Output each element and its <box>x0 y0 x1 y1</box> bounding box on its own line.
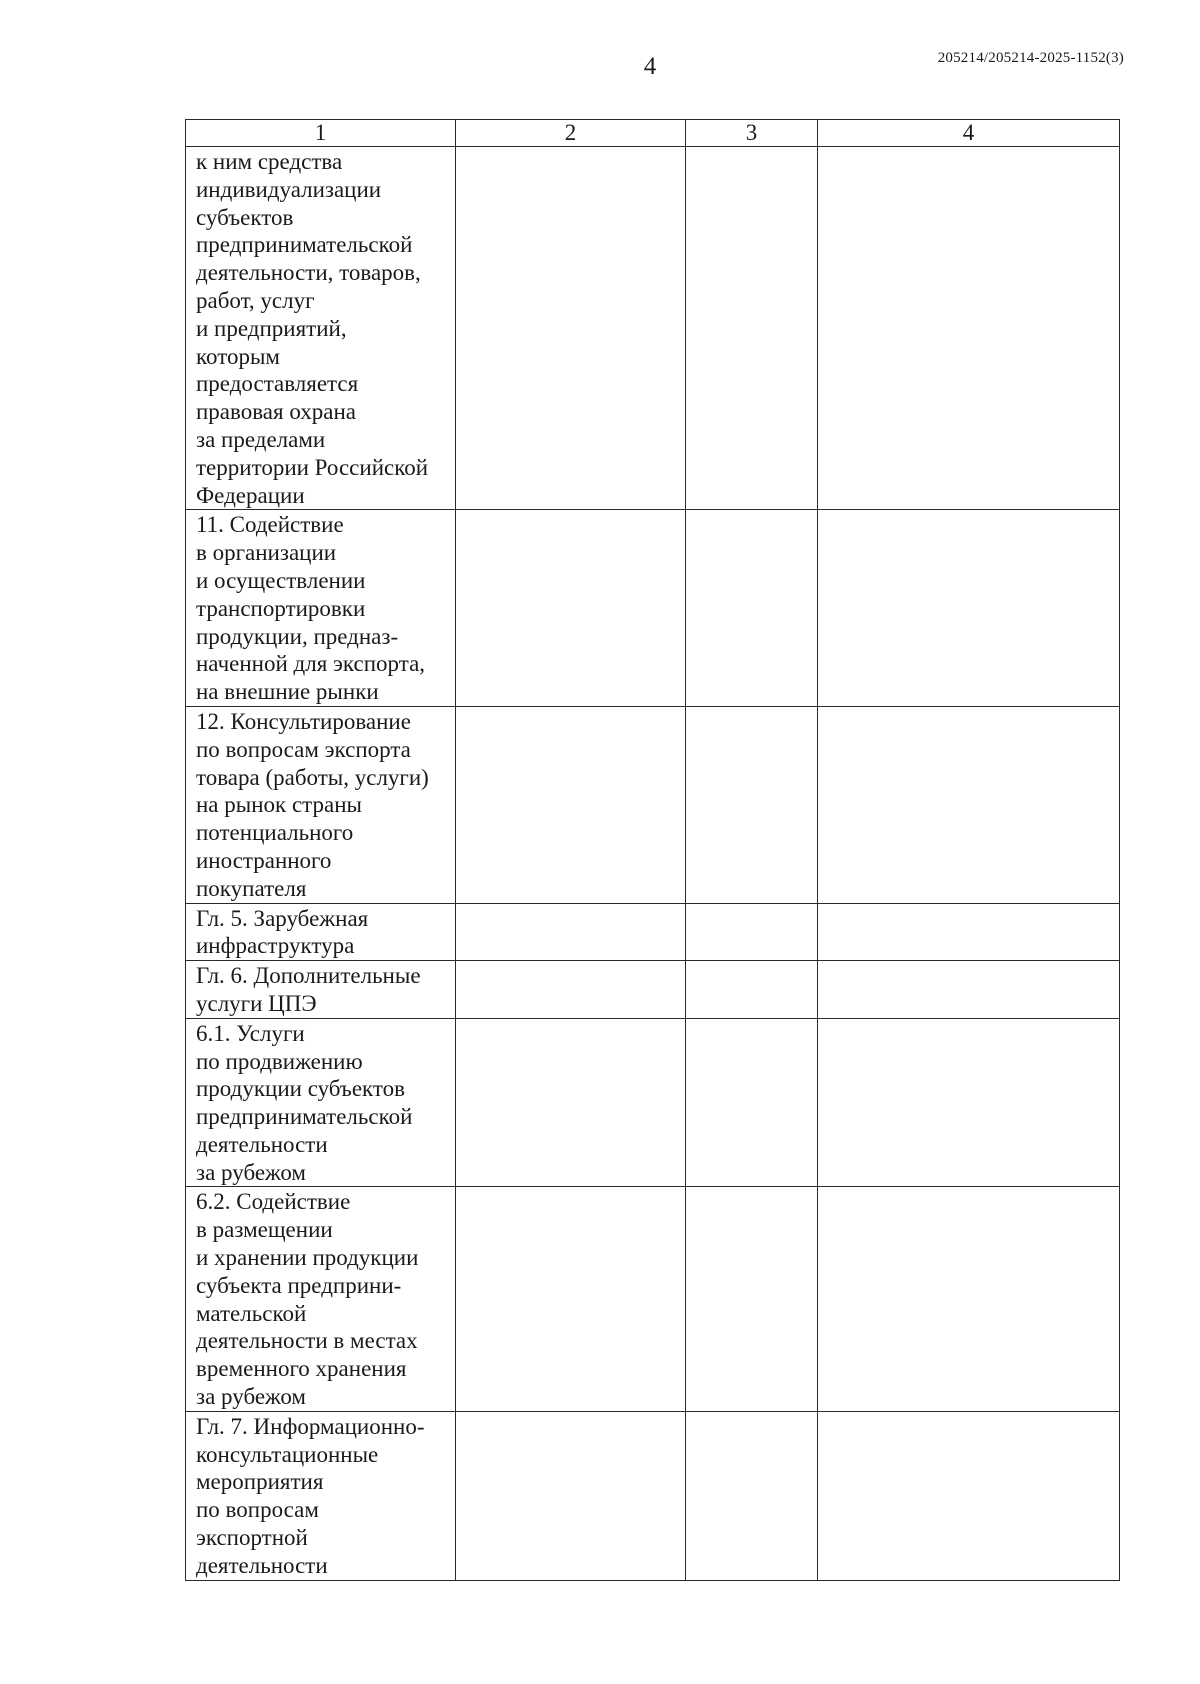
description-line: экспортной <box>196 1525 308 1551</box>
row-cell-3 <box>686 510 818 707</box>
row-cell-2 <box>456 706 686 903</box>
description-line: деятельности <box>196 1131 328 1157</box>
table-body <box>186 120 1120 1581</box>
description-line: товара (работы, услуги) <box>196 764 429 790</box>
row-cell-2 <box>456 147 686 510</box>
column-header-2: 2 <box>456 120 686 147</box>
row-description-cell <box>186 1411 456 1580</box>
description-line: Гл. 5. Зарубежная <box>196 905 369 931</box>
row-description-cell <box>186 706 456 903</box>
row-cell-3 <box>686 1018 818 1187</box>
table-row <box>186 706 1120 903</box>
description-line: покупателя <box>196 875 307 901</box>
table-row <box>186 147 1120 510</box>
row-cell-2 <box>456 1411 686 1580</box>
table-row <box>186 1187 1120 1411</box>
description-line: Гл. 7. Информационно- <box>196 1413 425 1439</box>
description-line: к ним средства <box>196 149 343 174</box>
row-cell-4 <box>818 706 1120 903</box>
column-header-4: 4 <box>818 120 1120 147</box>
description-line: индивидуализации <box>196 176 382 202</box>
description-line: субъекта предприни- <box>196 1272 402 1298</box>
description-line: субъектов <box>196 204 294 230</box>
description-line: деятельности в местах <box>196 1328 418 1354</box>
services-table <box>185 119 1120 1581</box>
row-cell-3 <box>686 1411 818 1580</box>
row-description-cell <box>186 1187 456 1411</box>
description-line: и хранении продукции <box>196 1245 419 1271</box>
row-cell-4 <box>818 1018 1120 1187</box>
table-row <box>186 510 1120 707</box>
description-line: услуги ЦПЭ <box>196 990 317 1016</box>
row-cell-3 <box>686 706 818 903</box>
description-line: по вопросам <box>196 1497 319 1523</box>
row-cell-3 <box>686 1187 818 1411</box>
row-description-cell <box>186 903 456 961</box>
description-line: за рубежом <box>196 1159 306 1185</box>
description-line: деятельности, товаров, <box>196 260 421 286</box>
description-line: работ, услуг <box>196 287 315 313</box>
row-cell-2 <box>456 1018 686 1187</box>
description-line: 6.2. Содействие <box>196 1189 351 1215</box>
description-line: за рубежом <box>196 1384 306 1410</box>
table-row <box>186 961 1120 1019</box>
description-line: 11. Содействие <box>196 512 344 538</box>
table-row <box>186 1018 1120 1187</box>
table-row <box>186 1411 1120 1580</box>
description-line: которым <box>196 343 280 369</box>
description-line: Федерации <box>196 482 305 508</box>
row-cell-4 <box>818 1411 1120 1580</box>
row-description-cell <box>186 1018 456 1187</box>
row-cell-4 <box>818 961 1120 1019</box>
page-number: 4 <box>643 53 657 80</box>
description-line: предпринимательской <box>196 232 413 258</box>
description-line: наченной для экспорта, <box>196 651 426 677</box>
description-line: иностранного <box>196 847 332 873</box>
table-row <box>186 903 1120 961</box>
description-line: Гл. 6. Дополнительные <box>196 963 421 989</box>
description-line: и предприятий, <box>196 315 347 341</box>
table-header-row <box>186 120 1120 147</box>
description-line: мательской <box>196 1300 307 1326</box>
description-line: 6.1. Услуги <box>196 1020 305 1046</box>
description-line: в организации <box>196 540 337 566</box>
row-cell-4 <box>818 1187 1120 1411</box>
description-line: по вопросам экспорта <box>196 736 411 762</box>
description-line: 12. Консультирование <box>196 708 411 734</box>
description-line: консультационные <box>196 1441 379 1467</box>
description-line: в размещении <box>196 1217 333 1243</box>
description-line: за пределами <box>196 426 326 452</box>
description-line: транспортировки <box>196 595 366 621</box>
column-header-3: 3 <box>686 120 818 147</box>
row-cell-4 <box>818 903 1120 961</box>
row-description-cell <box>186 961 456 1019</box>
description-line: продукции, предназ- <box>196 623 399 649</box>
description-line: предпринимательской <box>196 1104 413 1130</box>
description-line: продукции субъектов <box>196 1076 406 1102</box>
row-cell-4 <box>818 510 1120 707</box>
description-line: деятельности <box>196 1552 328 1578</box>
row-cell-2 <box>456 961 686 1019</box>
row-cell-2 <box>456 1187 686 1411</box>
description-line: мероприятия <box>196 1469 324 1495</box>
row-description-cell <box>186 147 456 510</box>
description-line: и осуществлении <box>196 567 366 593</box>
description-line: потенциального <box>196 820 354 846</box>
row-cell-2 <box>456 903 686 961</box>
description-line: территории Российской <box>196 454 429 480</box>
row-description-cell <box>186 510 456 707</box>
description-line: предоставляется <box>196 371 359 397</box>
column-header-1: 1 <box>186 120 456 147</box>
document-id: 205214/205214-2025-1152(3) <box>937 50 1124 66</box>
description-line: на рынок страны <box>196 792 362 818</box>
description-line: временного хранения <box>196 1356 407 1382</box>
description-line: инфраструктура <box>196 933 355 959</box>
row-cell-2 <box>456 510 686 707</box>
row-cell-3 <box>686 961 818 1019</box>
description-line: по продвижению <box>196 1048 363 1074</box>
description-line: на внешние рынки <box>196 679 379 705</box>
row-cell-3 <box>686 903 818 961</box>
description-line: правовая охрана <box>196 399 356 425</box>
row-cell-3 <box>686 147 818 510</box>
row-cell-4 <box>818 147 1120 510</box>
